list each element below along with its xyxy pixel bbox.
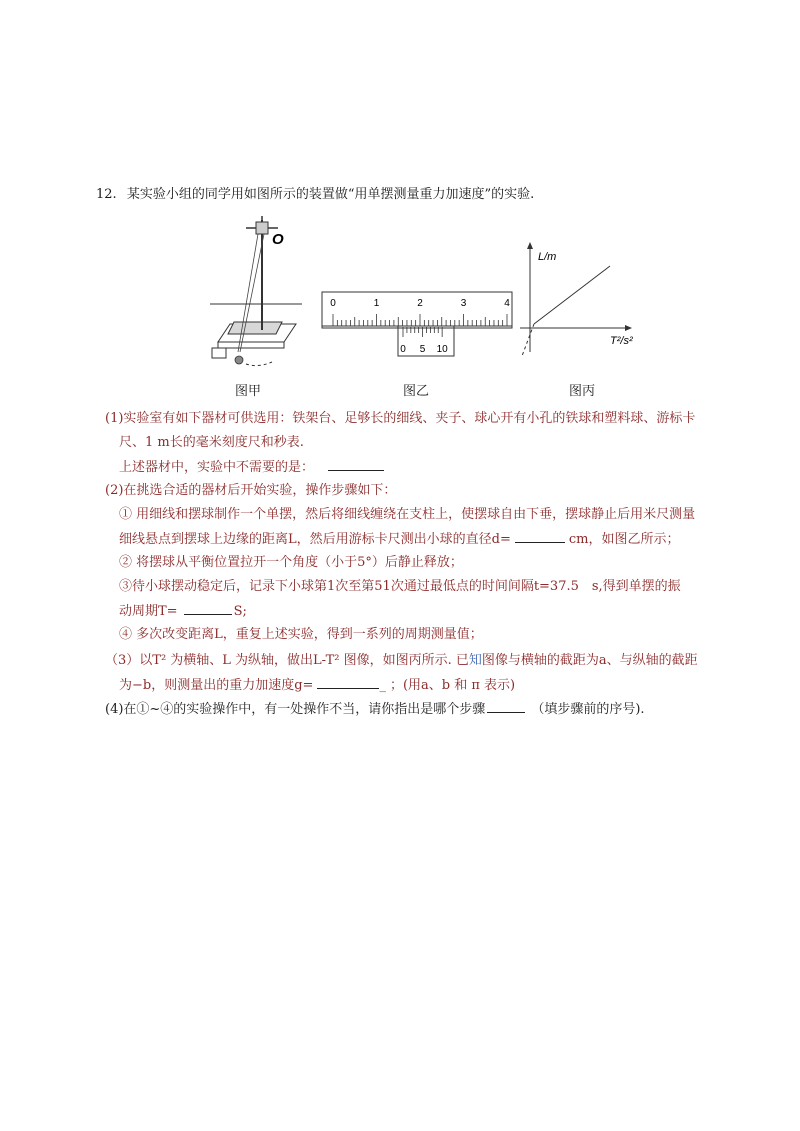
figure-yi-vernier-caliper: [320, 290, 515, 362]
part2-step1-b: 细线悬点到摆球上边缘的距离L，然后用游标卡尺测出小球的直径d= cm，如图乙所示；: [119, 532, 680, 547]
part1-question: 上述器材中，实验中不需要的是：: [119, 460, 315, 475]
graph-line: [534, 266, 610, 324]
part2-intro: (2)在挑选合适的器材后开始实验，操作步骤如下：: [105, 483, 397, 498]
part1-line1: (1)实验室有如下器材可供选用：铁架台、足够长的细线、夹子、球心开有小孔的铁球和塑料球、游标卡: [105, 411, 696, 426]
vernier-label: 10: [436, 344, 448, 355]
main-scale-label: 4: [504, 298, 510, 309]
part4-line: (4)在①~④的实验操作中，有一处操作不当，请你指出是哪个步骤 （填步骤前的序号).: [105, 702, 645, 717]
caption-yi: 图乙: [402, 384, 429, 399]
answer-blank-step[interactable]: [487, 700, 525, 713]
main-scale-label: 2: [417, 298, 423, 309]
figure-jia-pendulum: [206, 212, 306, 372]
main-scale-label: 3: [460, 298, 467, 309]
answer-blank-diameter[interactable]: [515, 530, 565, 543]
caption-jia: 图甲: [234, 384, 261, 399]
part2-step3-a: ③待小球摆动稳定后，记录下小球第1次至第51次通过最低点的时间间隔t=37.5 s,得到单摆的振: [119, 579, 681, 594]
part1-line2: 尺、1 m长的毫米刻度尺和秒表.: [119, 435, 304, 450]
answer-blank-period[interactable]: [184, 602, 232, 615]
x-axis-label: T²/s²: [610, 335, 633, 347]
main-scale-label: 1: [373, 298, 380, 309]
y-axis-label: L/m: [538, 251, 557, 263]
main-scale-label: 0: [330, 298, 336, 309]
part2-step2: ② 将摆球从平衡位置拉开一个角度（小于5°）后静止释放；: [119, 555, 463, 570]
question-text: 某实验小组的同学用如图所示的装置做“用单摆测量重力加速度”的实验.: [126, 187, 535, 202]
vernier-label: 0: [400, 344, 406, 355]
part1-line3: [119, 458, 384, 477]
pendulum-bob: [235, 356, 243, 364]
answer-blank-unneeded[interactable]: [328, 458, 384, 471]
part3-line1: （3）以T² 为横轴、L 为纵轴，做出L-T² 图像，如图丙所示. 已知图像与横轴的截距为a、与纵轴的截距: [105, 653, 698, 668]
question-stem: [96, 186, 534, 204]
caption-bing: 图丙: [568, 384, 595, 399]
part3-line2: 为−b，则测量出的重力加速度g= _ ；(用a、b 和 π 表示): [119, 678, 516, 693]
question-number: 12.: [96, 187, 117, 202]
part2-step1-a: ① 用细线和摆球制作一个单摆，然后将细线缠绕在支柱上，使摆球自由下垂，摆球静止后用米尺测量: [119, 507, 696, 522]
pivot-label: O: [272, 231, 284, 248]
vernier-label: 5: [419, 344, 426, 355]
graph-line-extension: [522, 324, 534, 356]
part2-step4: ④ 多次改变距离L，重复上述实验，得到一系列的周期测量值；: [119, 627, 483, 642]
figure-bing-graph: [516, 240, 646, 360]
answer-blank-gravity[interactable]: [317, 676, 379, 689]
part2-step3-b: 动周期T= S;: [119, 604, 247, 619]
